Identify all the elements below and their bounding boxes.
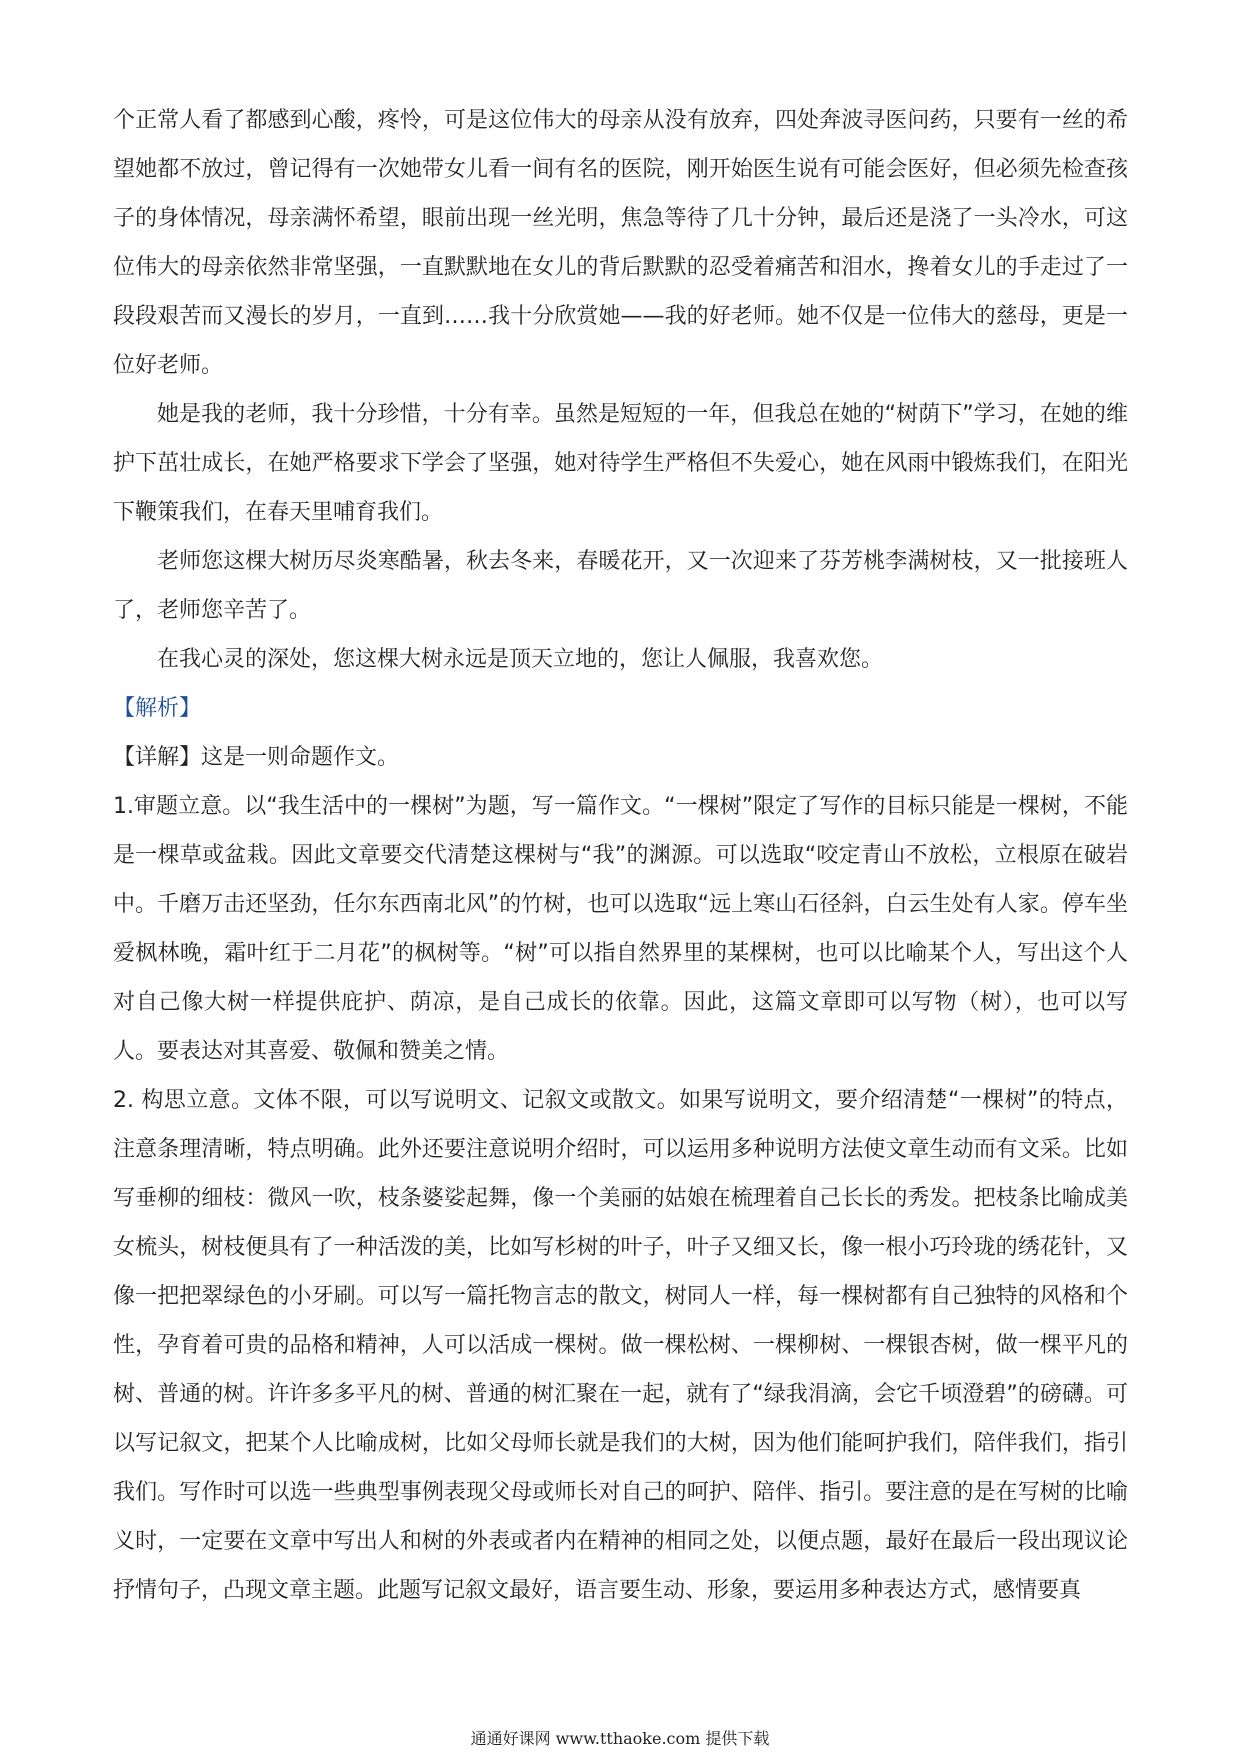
essay-paragraph-2: 她是我的老师，我十分珍惜，十分有幸。虽然是短短的一年，但我总在她的“树荫下”学习，在她的维护下茁壮成长，在她严格要求下学会了坚强，她对待学生严格但不失爱心，她在风雨中锻炼我们，在阳光下鞭策我们，在春天里哺育我们。	[113, 402, 1128, 525]
page-footer: 通通好课网 www.tthaoke.com 提供下载	[470, 1729, 770, 1748]
analysis-point-1: 1.审题立意。以“我生活中的一棵树”为题，写一篇作文。“一棵树”限定了写作的目标只能是一棵树，不能是一棵草或盆栽。因此文章要交代清楚这棵树与“我”的渊源。可以选取“咬定青山不放松，立根原在破岩中。千磨万击还坚劲，任尔东西南北风”的竹树，也可以选取“远上寒山石径斜，白云生处有人家。停车坐爱枫林晚，霜叶红于二月花”的枫树等。“树”可以指自然界里的某棵树，也可以比喻某个人，写出这个人对自己像大树一样提供庇护、荫凉，是自己成长的依靠。因此，这篇文章即可以写物（树），也可以写人。要表达对其喜爱、敬佩和赞美之情。	[113, 794, 1128, 1064]
analysis-detail-intro: 【详解】这是一则命题作文。	[113, 745, 400, 770]
essay-paragraph-1: 个正常人看了都感到心酸，疼怜，可是这位伟大的母亲从没有放弃，四处奔波寻医问药，只要有一丝的希望她都不放过，曾记得有一次她带女儿看一间有名的医院，刚开始医生说有可能会医好，但必须先检查孩子的身体情况，母亲满怀希望，眼前出现一丝光明，焦急等待了几十分钟，最后还是浇了一头冷水，可这位伟大的母亲依然非常坚强，一直默默地在女儿的背后默默的忍受着痛苦和泪水，搀着女儿的手走过了一段段艰苦而又漫长的岁月，一直到……我十分欣赏她——我的好老师。她不仅是一位伟大的慈母，更是一位好老师。	[113, 108, 1128, 378]
essay-paragraph-3: 老师您这棵大树历尽炎寒酷暑，秋去冬来，春暖花开，又一次迎来了芬芳桃李满树枝，又一批接班人了，老师您辛苦了。	[113, 549, 1128, 623]
essay-paragraph-4: 在我心灵的深处，您这棵大树永远是顶天立地的，您让人佩服，我喜欢您。	[157, 647, 884, 672]
analysis-point-2: 2. 构思立意。文体不限，可以写说明文、记叙文或散文。如果写说明文，要介绍清楚“一棵树”的特点，注意条理清晰，特点明确。此外还要注意说明介绍时，可以运用多种说明方法使文章生动而有文采。比如写垂柳的细枝：微风一吹，枝条婆娑起舞，像一个美丽的姑娘在梳理着自己长长的秀发。把枝条比喻成美女梳头，树枝便具有了一种活泼的美，比如写杉树的叶子，叶子又细又长，像一根小巧玲珑的绣花针，又像一把把翠绿色的小牙刷。可以写一篇托物言志的散文，树同人一样，每一棵树都有自己独特的风格和个性，孕育着可贵的品格和精神，人可以活成一棵树。做一棵松树、一棵柳树、一棵银杏树，做一棵平凡的树、普通的树。许许多多平凡的树、普通的树汇聚在一起，就有了“绿我涓滴，会它千顷澄碧”的磅礴。可以写记叙文，把某个人比喻成树，比如父母师长就是我们的大树，因为他们能呵护我们，陪伴我们，指引我们。写作时可以选一些典型事例表现父母或师长对自己的呵护、陪伴、指引。要注意的是在写树的比喻义时，一定要在文章中写出人和树的外表或者内在精神的相同之处，以便点题，最好在最后一段出现议论抒情句子，凸现文章主题。此题写记叙文最好，语言要生动、形象，要运用多种表达方式，感情要真	[113, 1088, 1128, 1603]
document-body	[113, 96, 1128, 1615]
analysis-heading: 【解析】	[113, 696, 202, 721]
